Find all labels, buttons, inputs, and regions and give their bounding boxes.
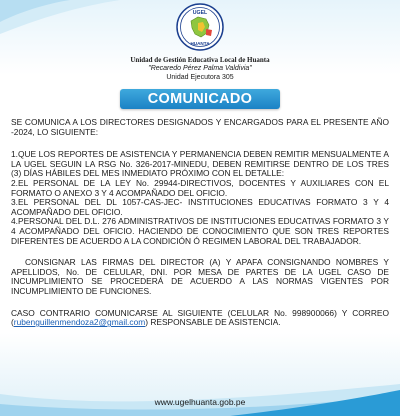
announcement-body <box>11 118 389 328</box>
ugel-huanta-logo <box>176 3 224 51</box>
closing-text-start: CASO CONTRARIO COMUNICARSE AL SIGUIENTE (CELULAR No. 998900066) Y CORREO ( <box>11 307 389 328</box>
closing-text-end: ) RESPONSABLE DE ASISTENCIA. <box>145 317 281 328</box>
list-item: 1.QUE LOS REPORTES DE ASISTENCIA Y PERMANENCIA DEBEN REMITIR MENSUALMENTE A LA UGEL SEGUIN LA RSG No. 326-2017-MINEDU, DEBEN REMITIRSE DENTRO DE LOS TRES (3) DÍAS HÁBILES DEL MES INMEDIATO PRÓXIMO CON EL DETALLE: <box>11 149 389 179</box>
svg-text:HUANTA: HUANTA <box>190 41 210 46</box>
list-item: 4.PERSONAL DEL D.L. 276 ADMINISTRATIVOS DE INSTITUCIONES EDUCATIVAS FORMATO 3 Y 4 ACOMPAÑADO DEL OFICIO. HACIENDO DE CONOCIMIENTO QUE SON TRES REPORTES DIFERENTES DE ACUERDO A LA CONDICIÓN Ó REGIMEN LABORAL DEL TRABAJADOR. <box>11 216 389 246</box>
requirements-list <box>11 150 389 246</box>
corner-wave-top-left <box>0 0 120 40</box>
corner-wave-bottom-left <box>0 376 400 416</box>
closing-paragraph <box>11 309 389 328</box>
org-subtitle: "Recaredo Pérez Palma Valdivia" <box>148 65 252 72</box>
intro-paragraph: SE COMUNICA A LOS DIRECTORES DESIGNADOS Y ENCARGADOS PARA EL PRESENTE AÑO -2024, LO SIGUIENTE: <box>11 117 389 137</box>
org-unit: Unidad Ejecutora 305 <box>166 74 234 81</box>
list-item: 2.EL PERSONAL DE LA LEY No. 29944-DIRECTIVOS, DOCENTES Y AUXILIARES CON EL FORMATO O ANEXO 3 Y 4 ACOMPAÑADO DEL OFICIO. <box>11 177 389 198</box>
comunicado-banner: COMUNICADO <box>120 89 280 109</box>
logo-lettering: UGEL <box>192 10 208 16</box>
list-item: 3.EL PERSONAL DEL DL 1057-CAS-JEC- INSTITUCIONES EDUCATIVAS FORMATO 3 Y 4 ACOMPAÑADO DEL OFICIO. <box>11 197 389 217</box>
footer-website[interactable]: www.ugelhuanta.gob.pe <box>154 397 246 407</box>
contact-email-link[interactable]: rubenguillenmendoza2@gmail.com <box>13 317 146 328</box>
instruction-paragraph: CONSIGNAR LAS FIRMAS DEL DIRECTOR (A) Y APAFA CONSIGNANDO NOMBRES Y APELLIDOS, No. DE CELULAR, DNI. POR MESA DE PARTES DE LA UGEL CASO DE INCUMPLIMIENTO SE PROCEDERÁ DE ACUERDO A LAS NORMAS VIGENTES POR INCUMPLIMIENTO DE FUNCIONES. <box>11 257 389 296</box>
org-name: Unidad de Gestión Educativa Local de Huanta <box>130 56 270 64</box>
